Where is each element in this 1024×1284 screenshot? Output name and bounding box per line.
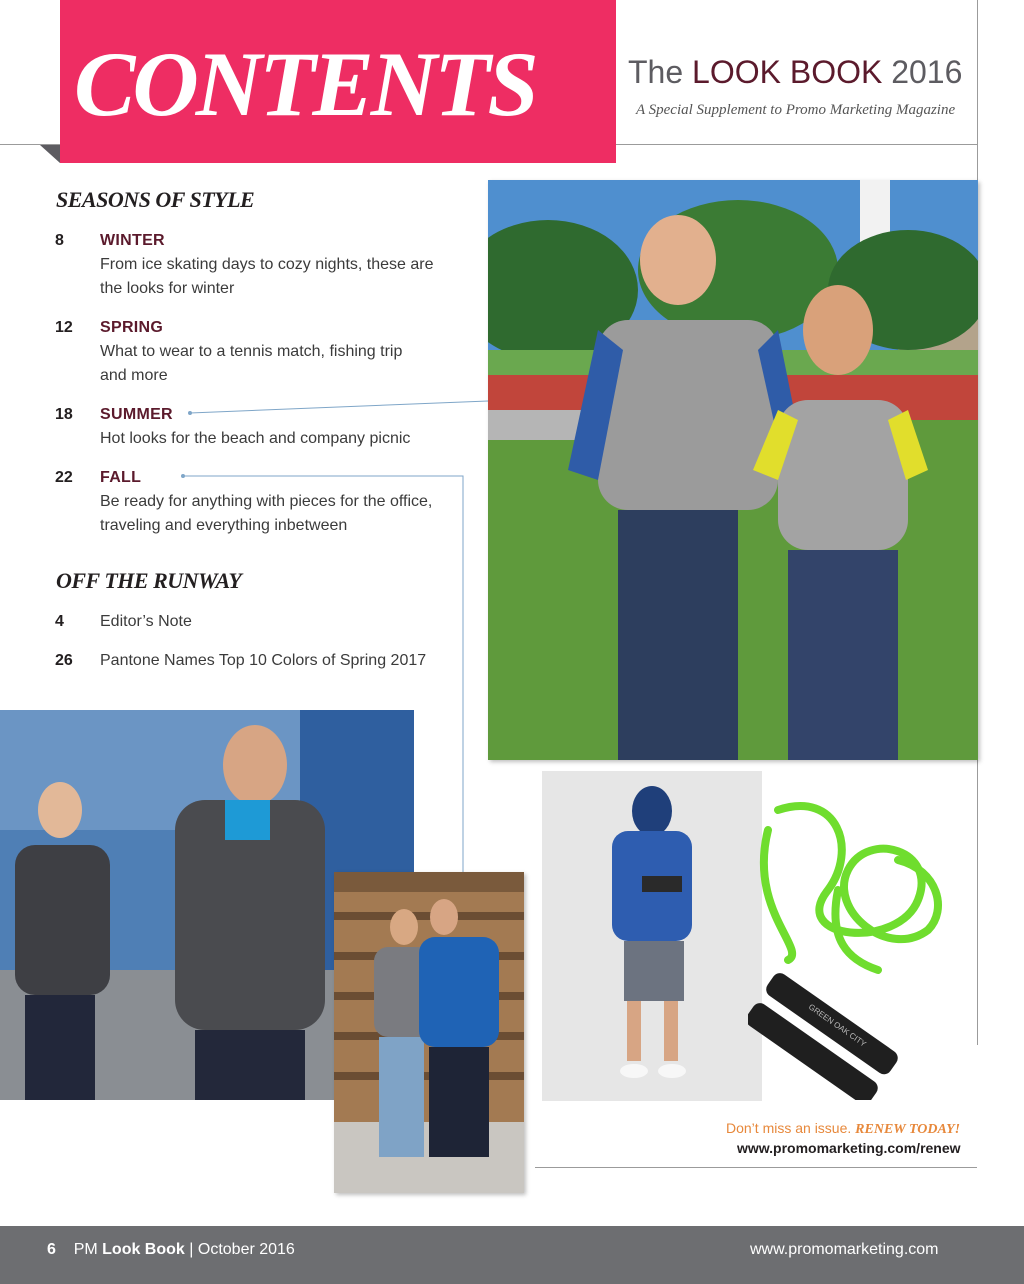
summer-photo <box>488 180 978 760</box>
fall-connector-dot <box>181 474 185 478</box>
renew-cta[interactable]: RENEW TODAY! <box>855 1122 961 1137</box>
toc-item-pantone[interactable]: Pantone Names Top 10 Colors of Spring 2017 <box>100 652 427 669</box>
toc-page-number: 18 <box>55 406 73 423</box>
footer-website-link[interactable]: www.promomarketing.com <box>750 1241 939 1258</box>
toc-desc-line: traveling and everything inbetween <box>100 517 348 534</box>
toc-page-number: 12 <box>55 319 73 336</box>
renew-prefix: Don’t miss an issue. <box>726 1120 852 1136</box>
toc-item-title-fall[interactable]: FALL <box>100 469 142 486</box>
hoodie-photo-illustration <box>334 872 524 1193</box>
renew-url-link[interactable]: www.promomarketing.com/renew <box>737 1140 961 1156</box>
lookbook-prefix: The <box>628 54 684 90</box>
footer-page-number: 6 <box>47 1241 56 1258</box>
footer-publication <box>47 1241 295 1259</box>
toc-page-number: 8 <box>55 232 64 249</box>
summer-connector <box>190 401 488 413</box>
footer-issue: October 2016 <box>197 1241 295 1258</box>
page-title: CONTENTS <box>74 33 536 135</box>
toc-page-number: 4 <box>55 613 64 630</box>
toc-item-title-summer[interactable]: SUMMER <box>100 406 173 423</box>
toc-desc-line: the looks for winter <box>100 280 235 297</box>
toc-page-number: 26 <box>55 652 73 669</box>
lookbook-main: LOOK BOOK <box>692 54 883 90</box>
toc-item-title-spring[interactable]: SPRING <box>100 319 164 336</box>
lookbook-year: 2016 <box>891 54 963 90</box>
jump-rope-brand: GREEN OAK CITY <box>806 1002 868 1049</box>
athlete-photo <box>542 771 762 1101</box>
toc-item-title-winter[interactable]: WINTER <box>100 232 165 249</box>
toc-desc-line: What to wear to a tennis match, fishing trip <box>100 343 403 360</box>
jump-rope-image <box>748 790 960 1100</box>
footer-separator: | <box>189 1241 194 1258</box>
toc-desc-line: and more <box>100 367 168 384</box>
toc-desc-line: Hot looks for the beach and company picnic <box>100 430 411 447</box>
summer-photo-illustration <box>488 180 978 760</box>
renew-callout <box>726 1120 960 1138</box>
toc-page-number: 22 <box>55 469 73 486</box>
footer-pub-prefix: PM <box>73 1241 98 1258</box>
toc-item-editors-note[interactable]: Editor’s Note <box>100 613 192 630</box>
athlete-photo-illustration <box>542 771 762 1101</box>
section-heading-runway: OFF THE RUNWAY <box>56 568 242 593</box>
supplement-subtitle: A Special Supplement to Promo Marketing Magazine <box>636 102 956 118</box>
hoodie-photo <box>334 872 524 1193</box>
renew-divider <box>535 1167 977 1168</box>
footer-pub-name: Look Book <box>102 1241 185 1258</box>
jump-rope-illustration <box>748 790 960 1100</box>
toc-desc-line: From ice skating days to cozy nights, these are <box>100 256 434 273</box>
toc-desc-line: Be ready for anything with pieces for the office, <box>100 493 433 510</box>
section-heading-seasons: SEASONS OF STYLE <box>56 187 255 212</box>
summer-connector-dot <box>188 411 192 415</box>
